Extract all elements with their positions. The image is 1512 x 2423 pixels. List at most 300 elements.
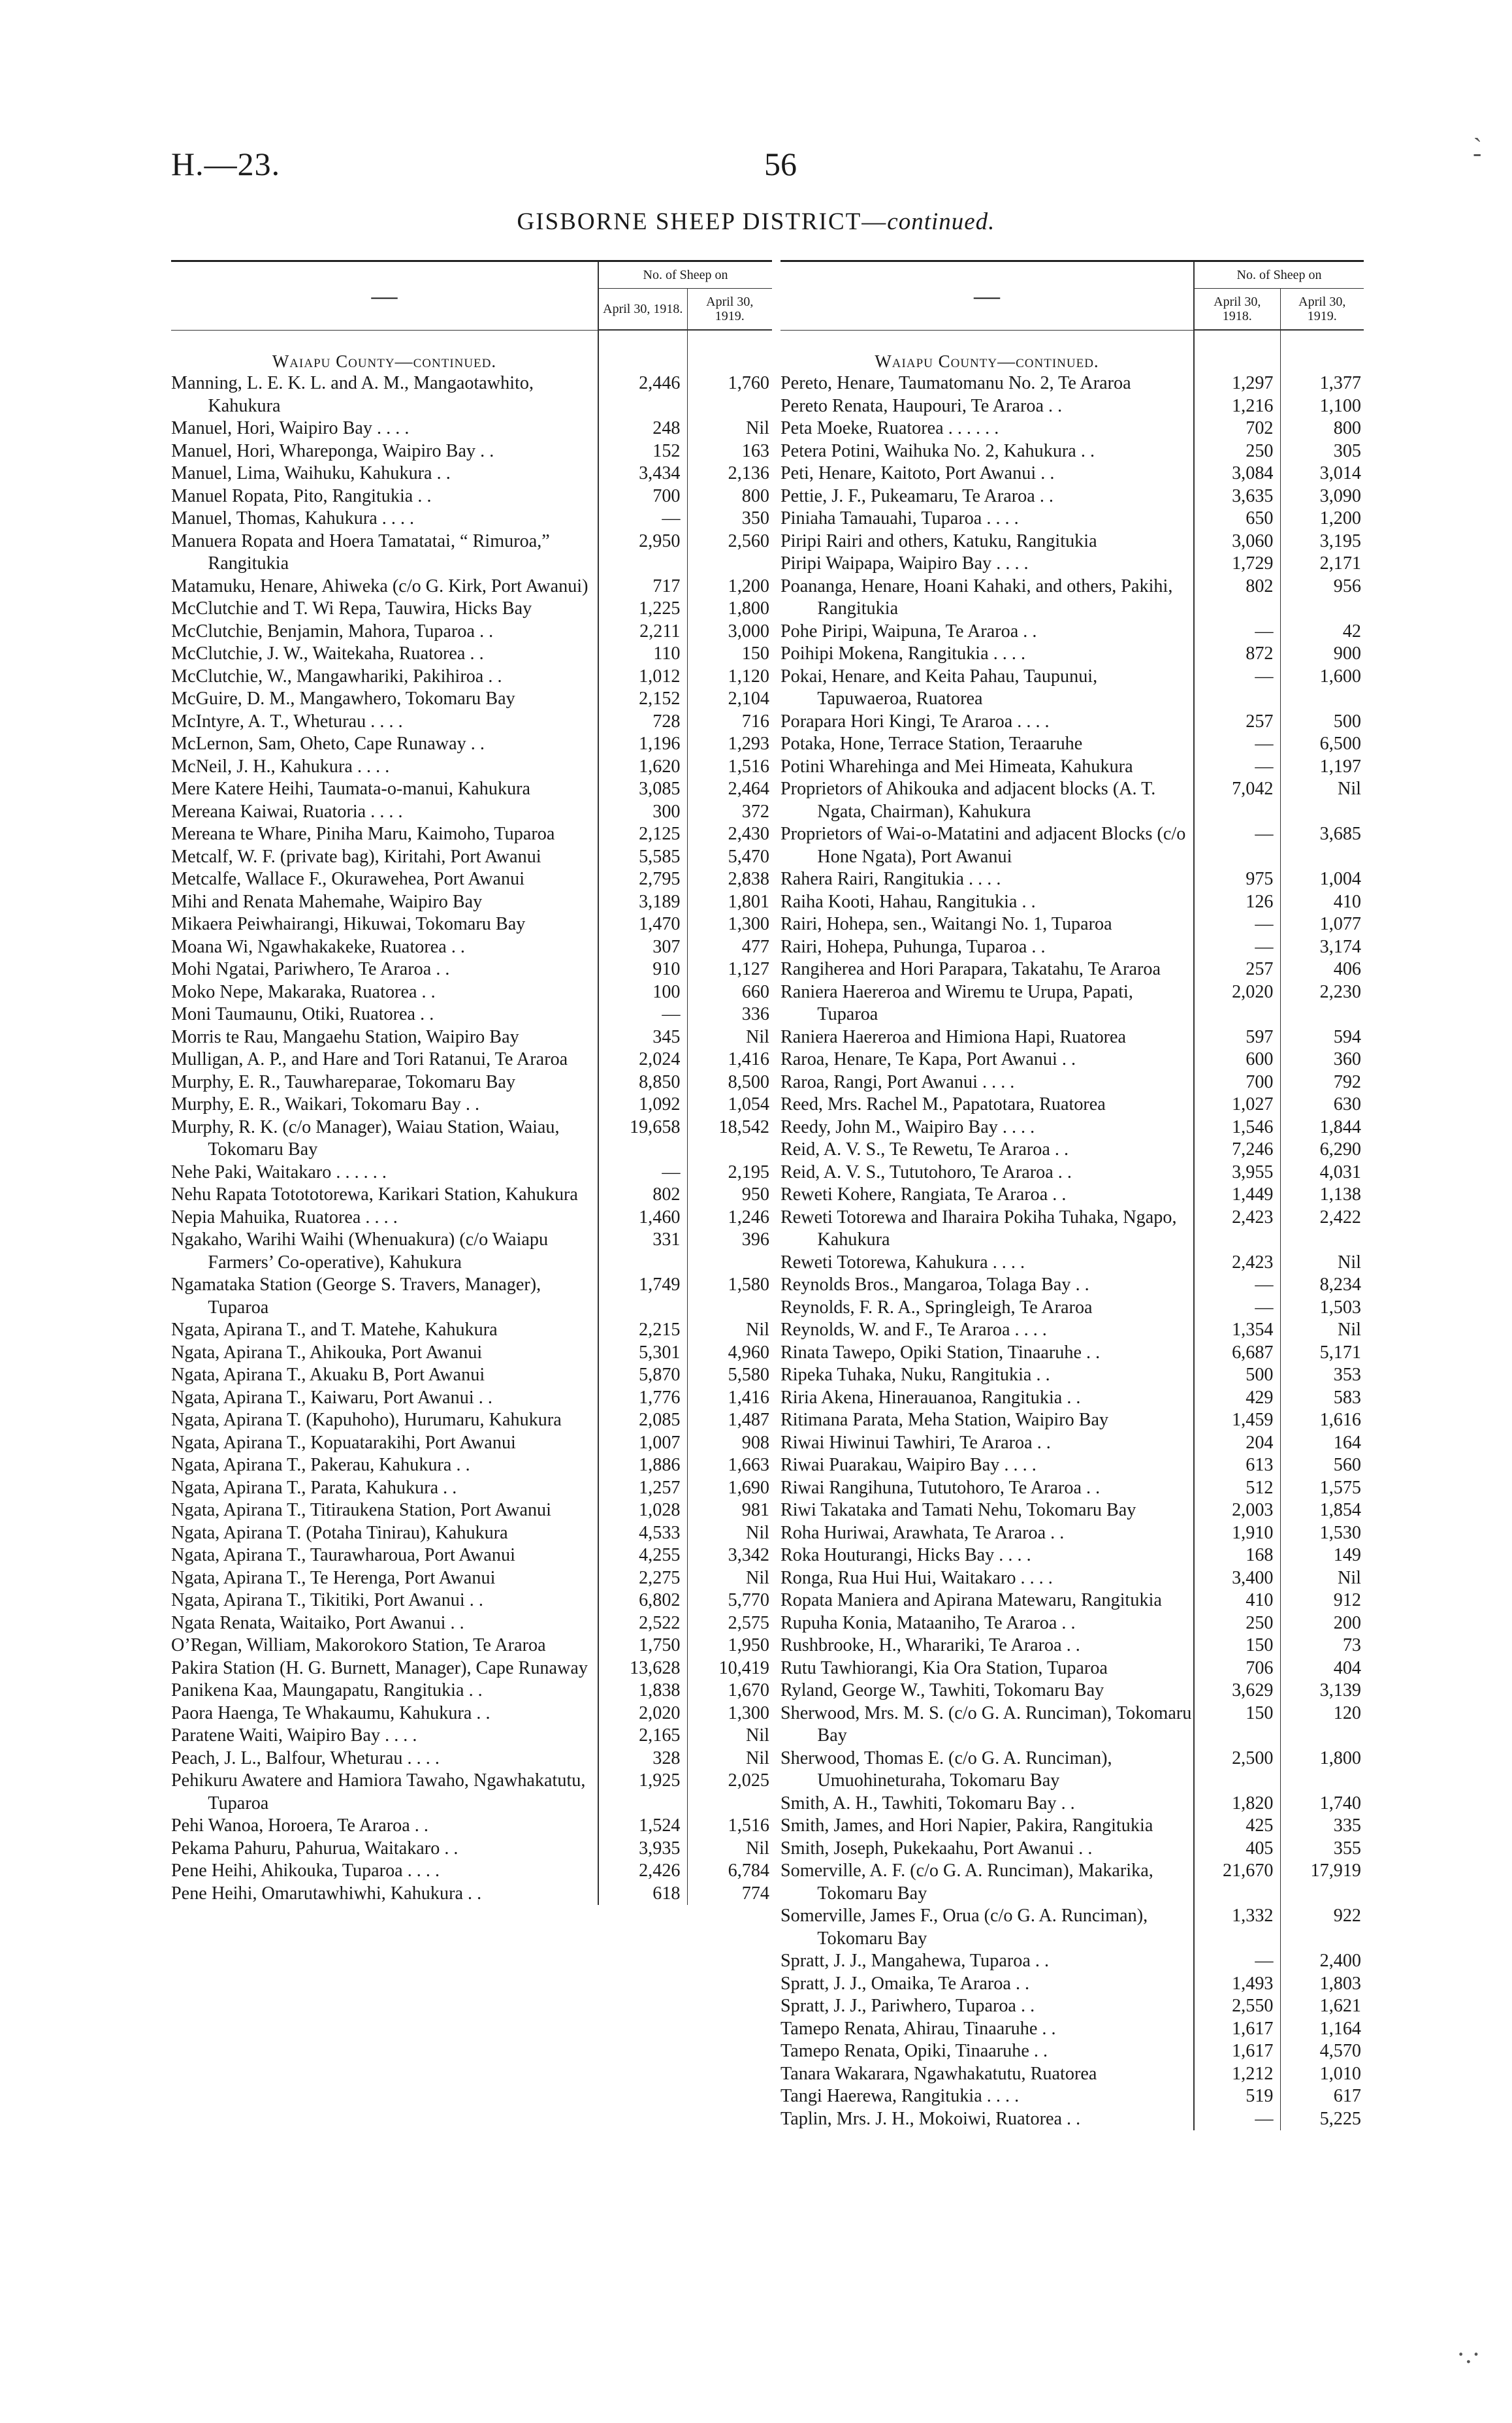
sheep-1918: — — [1194, 1950, 1280, 1973]
owner-name: Rushbrooke, H., Wharariki, Te Araroa . . — [780, 1634, 1194, 1657]
sheep-1919: Nil — [745, 1725, 770, 1746]
sheep-1919: 2,464 — [728, 779, 770, 799]
sheep-1919: 2,025 — [728, 1770, 770, 1791]
sheep-1919: 396 — [741, 1229, 770, 1250]
sheep-1918: 1,459 — [1194, 1409, 1280, 1432]
owner-name: Moko Nepe, Makaraka, Ruatorea . . — [171, 981, 598, 1004]
owner-name: Manuera Ropata and Hoera Tamatatai, “ Rimuroa,” Rangitukia — [171, 530, 598, 576]
sheep-1919: Nil — [745, 1748, 770, 1768]
owner-name: Tangi Haerewa, Rangitukia . . . . — [780, 2085, 1194, 2108]
sheep-1918: — — [1194, 1297, 1280, 1320]
owner-name: Ngata, Apirana T., Titiraukena Station, Port Awanui — [171, 1499, 598, 1522]
table-row — [780, 1319, 1364, 1342]
owner-name: Moana Wi, Ngawhakakeke, Ruatorea . . — [171, 936, 598, 959]
owner-name: Raniera Haereroa and Wiremu te Urupa, Papati, Tuparoa — [780, 981, 1194, 1026]
sheep-1919: 350 — [741, 508, 770, 529]
sheep-1918: 126 — [1194, 891, 1280, 914]
sheep-1919: 1,377 — [1319, 373, 1362, 393]
sheep-1919: 1,416 — [728, 1049, 770, 1069]
sheep-1918: 248 — [598, 417, 687, 440]
owner-name: Ngata, Apirana T., Parata, Kahukura . . — [171, 1477, 598, 1500]
sheep-1919: 149 — [1333, 1545, 1362, 1565]
sheep-1918: 1,297 — [1194, 372, 1280, 395]
sheep-1918: 13,628 — [598, 1657, 687, 1680]
owner-name: Spratt, J. J., Pariwhero, Tuparoa . . — [780, 1995, 1194, 2018]
sheep-1918: 975 — [1194, 868, 1280, 891]
owner-name: Manuel, Thomas, Kahukura . . . . — [171, 508, 598, 530]
table-row — [171, 733, 772, 756]
sheep-1918: 717 — [598, 576, 687, 598]
county-heading: Waiapu County—continued. — [780, 330, 1194, 372]
sheep-1918: 21,670 — [1194, 1860, 1280, 1905]
owner-name: Rangiherea and Hori Parapara, Takatahu, Te Araroa — [780, 958, 1194, 981]
owner-name: Pohe Piripi, Waipuna, Te Araroa . . — [780, 621, 1194, 643]
sheep-1919: Nil — [1337, 1252, 1362, 1273]
table-row — [780, 1702, 1364, 1748]
table-row — [780, 2040, 1364, 2063]
owner-name: Pene Heihi, Ahikouka, Tuparoa . . . . — [171, 1860, 598, 1883]
table-row — [171, 1003, 772, 1026]
table-row — [780, 936, 1364, 959]
owner-name: Mikaera Peiwhairangi, Hikuwai, Tokomaru Bay — [171, 913, 598, 936]
table-row — [780, 1657, 1364, 1680]
owner-name: Ngata, Apirana T., and T. Matehe, Kahukura — [171, 1319, 598, 1342]
sheep-1919: 594 — [1333, 1026, 1362, 1047]
table-row — [780, 508, 1364, 530]
owner-name: Reed, Mrs. Rachel M., Papatotara, Ruatorea — [780, 1094, 1194, 1116]
sheep-1919: Nil — [1337, 779, 1362, 799]
sheep-1919: 2,230 — [1319, 981, 1362, 1002]
sheep-1918: 2,215 — [598, 1319, 687, 1342]
owner-name: Ngata, Apirana T., Akuaku B, Port Awanui — [171, 1364, 598, 1387]
sheep-1918: 1,820 — [1194, 1793, 1280, 1815]
owner-name: Rahera Rairi, Rangitukia . . . . — [780, 868, 1194, 891]
table-row — [171, 1454, 772, 1477]
sheep-1919: 1,293 — [728, 734, 770, 754]
owner-name: Ritimana Parata, Meha Station, Waipiro Bay — [780, 1409, 1194, 1432]
table-row — [171, 1838, 772, 1861]
table-row — [780, 733, 1364, 756]
owner-name: Pehikuru Awatere and Hamiora Tawaho, Ngawhakatutu, Tuparoa — [171, 1770, 598, 1815]
header-dash: — — [780, 262, 1194, 330]
sheep-1918: 519 — [1194, 2085, 1280, 2108]
sheep-1919: 336 — [741, 1004, 770, 1024]
table-row — [780, 1477, 1364, 1500]
sheep-1919: 908 — [741, 1432, 770, 1453]
sheep-1918: 4,255 — [598, 1544, 687, 1567]
table-row — [171, 1567, 772, 1590]
owner-name: Raniera Haereroa and Himiona Hapi, Ruatorea — [780, 1026, 1194, 1049]
owner-name: Ngata, Apirana T., Pakerau, Kahukura . . — [171, 1454, 598, 1477]
owner-name: Roha Huriwai, Arawhata, Te Araroa . . — [780, 1522, 1194, 1545]
sheep-1918: 1,092 — [598, 1094, 687, 1116]
table-row — [780, 2108, 1364, 2131]
sheep-1919: 800 — [1333, 418, 1362, 438]
table-row — [171, 417, 772, 440]
table-row — [171, 823, 772, 846]
sheep-1918: 100 — [598, 981, 687, 1004]
sheep-1918: 328 — [598, 1748, 687, 1770]
table-row — [780, 1342, 1364, 1365]
table-row — [171, 1657, 772, 1680]
owner-name: Poananga, Henare, Hoani Kahaki, and others, Pakihi, Rangitukia — [780, 576, 1194, 621]
sheep-1918: 150 — [1194, 1634, 1280, 1657]
table-row — [780, 643, 1364, 666]
owner-name: Manuel Ropata, Pito, Rangitukia . . — [171, 485, 598, 508]
sheep-1919: 200 — [1333, 1612, 1362, 1633]
sheep-1919: 163 — [741, 440, 770, 461]
table-row — [171, 756, 772, 779]
table-row — [780, 1409, 1364, 1432]
table-row — [780, 823, 1364, 868]
table-row — [171, 801, 772, 824]
sheep-1918: 7,246 — [1194, 1139, 1280, 1162]
sheep-1919: 17,919 — [1310, 1861, 1362, 1881]
owner-name: Ngata Renata, Waitaiko, Port Awanui . . — [171, 1612, 598, 1635]
sheep-1919: 912 — [1333, 1590, 1362, 1610]
sheep-1919: 950 — [741, 1184, 770, 1205]
sheep-1918: 1,910 — [1194, 1522, 1280, 1545]
owner-name: Riria Akena, Hinerauanoa, Rangitukia . . — [780, 1387, 1194, 1410]
table-row — [171, 1522, 772, 1545]
owner-name: Peach, J. L., Balfour, Wheturau . . . . — [171, 1748, 598, 1770]
sheep-1919: 617 — [1333, 2086, 1362, 2106]
sheep-1918: 257 — [1194, 711, 1280, 734]
table-row — [780, 1026, 1364, 1049]
owner-name: Poihipi Mokena, Rangitukia . . . . — [780, 643, 1194, 666]
table-row — [780, 1612, 1364, 1635]
owner-name: Ronga, Rua Hui Hui, Waitakaro . . . . — [780, 1567, 1194, 1590]
owner-name: Pereto, Henare, Taumatomanu No. 2, Te Araroa — [780, 372, 1194, 395]
table-row — [171, 1409, 772, 1432]
table-row — [780, 463, 1364, 485]
table-row — [780, 958, 1364, 981]
sheep-1919: 1,004 — [1319, 869, 1362, 889]
sheep-1918: 5,585 — [598, 846, 687, 869]
sheep-1918: 2,020 — [598, 1702, 687, 1725]
sheep-1919: 1,127 — [728, 959, 770, 979]
table-row — [780, 756, 1364, 779]
sheep-1919: 900 — [1333, 643, 1362, 664]
page-reference: H.—23. — [171, 146, 281, 182]
table-row — [171, 576, 772, 598]
owner-name: Ngata, Apirana T. (Potaha Tinirau), Kahukura — [171, 1522, 598, 1545]
sheep-1918: 5,870 — [598, 1364, 687, 1387]
owner-name: Paora Haenga, Te Whakaumu, Kahukura . . — [171, 1702, 598, 1725]
owner-name: Metcalfe, Wallace F., Okurawehea, Port Awanui — [171, 868, 598, 891]
sheep-1919: 404 — [1333, 1657, 1362, 1678]
sheep-1918: 2,423 — [1194, 1207, 1280, 1252]
table-row — [171, 1544, 772, 1567]
owner-name: McClutchie and T. Wi Repa, Tauwira, Hicks Bay — [171, 598, 598, 621]
sheep-1918: 1,620 — [598, 756, 687, 779]
sheep-1919: 8,500 — [728, 1071, 770, 1092]
owner-name: Reynolds, F. R. A., Springleigh, Te Araroa — [780, 1297, 1194, 1320]
table-row — [171, 1883, 772, 1906]
sheep-1919: 1,616 — [1319, 1410, 1362, 1430]
sheep-1918: 802 — [1194, 576, 1280, 621]
owner-name: Raiha Kooti, Hahau, Rangitukia . . — [780, 891, 1194, 914]
sheep-1918: 872 — [1194, 643, 1280, 666]
sheep-1919: 5,171 — [1319, 1342, 1362, 1363]
sheep-1918: 3,635 — [1194, 485, 1280, 508]
sheep-1919: 1,503 — [1319, 1297, 1362, 1318]
sheep-1919: 3,342 — [728, 1545, 770, 1565]
owner-name: Pereto Renata, Haupouri, Te Araroa . . — [780, 395, 1194, 418]
header-1919: April 30, 1919. — [1280, 289, 1364, 331]
sheep-1919: 1,600 — [1319, 666, 1362, 687]
table-row — [780, 621, 1364, 643]
table-row — [171, 1116, 772, 1162]
sheep-1918: 2,211 — [598, 621, 687, 643]
sheep-1919: 18,542 — [718, 1116, 770, 1137]
sheep-1919: Nil — [1337, 1567, 1362, 1588]
sheep-1918: 3,400 — [1194, 1567, 1280, 1590]
table-row — [171, 1477, 772, 1500]
sheep-1919: 1,801 — [728, 891, 770, 912]
owner-name: Ngakaho, Warihi Waihi (Whenuakura) (c/o Waiapu Farmers’ Co-operative), Kahukura — [171, 1229, 598, 1274]
owner-name: Reweti Totorewa, Kahukura . . . . — [780, 1252, 1194, 1275]
table-row — [780, 2063, 1364, 2086]
sheep-1918: 1,354 — [1194, 1319, 1280, 1342]
table-row — [780, 1838, 1364, 1861]
sheep-1919: 73 — [1342, 1635, 1362, 1655]
sheep-1918: 152 — [598, 440, 687, 463]
owner-name: McLernon, Sam, Oheto, Cape Runaway . . — [171, 733, 598, 756]
owner-name: Ngata, Apirana T., Taurawharoua, Port Awanui — [171, 1544, 598, 1567]
sheep-1918: 728 — [598, 711, 687, 734]
sheep-1918: 618 — [598, 1883, 687, 1906]
sheep-1918: — — [1194, 823, 1280, 868]
sheep-1919: 360 — [1333, 1049, 1362, 1069]
sheep-1919: 560 — [1333, 1455, 1362, 1475]
table-row — [780, 1950, 1364, 1973]
sheep-1918: 168 — [1194, 1544, 1280, 1567]
table-row — [780, 1139, 1364, 1162]
table-row — [780, 1162, 1364, 1184]
owner-name: Proprietors of Wai-o-Matatini and adjacent Blocks (c/o Hone Ngata), Port Awanui — [780, 823, 1194, 868]
table-row — [171, 1815, 772, 1838]
owner-name: Moni Taumaunu, Otiki, Ruatorea . . — [171, 1003, 598, 1026]
owner-name: Spratt, J. J., Omaika, Te Araroa . . — [780, 1973, 1194, 1996]
table-row — [171, 1049, 772, 1071]
sheep-1919: Nil — [1337, 1320, 1362, 1340]
owner-name: Riwai Puarakau, Waipiro Bay . . . . — [780, 1454, 1194, 1477]
sheep-1918: 3,955 — [1194, 1162, 1280, 1184]
sheep-1919: 4,960 — [728, 1342, 770, 1363]
sheep-1919: 372 — [741, 801, 770, 822]
owner-name: Reynolds, W. and F., Te Araroa . . . . — [780, 1319, 1194, 1342]
sheep-1919: 1,300 — [728, 914, 770, 934]
sheep-1919: 3,685 — [1319, 824, 1362, 844]
sheep-1918: 1,028 — [598, 1499, 687, 1522]
table-row — [780, 1905, 1364, 1950]
owner-name: Tamepo Renata, Ahirau, Tinaaruhe . . — [780, 2018, 1194, 2041]
table-row — [171, 463, 772, 485]
owner-name: Petera Potini, Waihuka No. 2, Kahukura . . — [780, 440, 1194, 463]
sheep-1919: 1,300 — [728, 1702, 770, 1723]
sheep-1918: 250 — [1194, 1612, 1280, 1635]
table-row — [171, 1860, 772, 1883]
table-row — [780, 530, 1364, 553]
owner-name: Rairi, Hohepa, sen., Waitangi No. 1, Tuparoa — [780, 913, 1194, 936]
owner-name: Reweti Kohere, Rangiata, Te Araroa . . — [780, 1184, 1194, 1207]
table-row — [780, 1860, 1364, 1905]
table-row — [780, 1116, 1364, 1139]
owner-name: Manuel, Hori, Wharepongа, Waipiro Bay . . — [171, 440, 598, 463]
sheep-1918: — — [1194, 756, 1280, 779]
sheep-1918: 2,423 — [1194, 1252, 1280, 1275]
sheep-1918: 702 — [1194, 417, 1280, 440]
sheep-1919: Nil — [745, 1838, 770, 1859]
sheep-1918: 2,500 — [1194, 1748, 1280, 1793]
sheep-1918: 4,533 — [598, 1522, 687, 1545]
owner-name: Pekama Pahuru, Pahurua, Waitakaro . . — [171, 1838, 598, 1861]
title-main: GISBORNE SHEEP DISTRICT— — [517, 208, 888, 235]
owner-name: Rupuha Konia, Mataaniho, Te Araroa . . — [780, 1612, 1194, 1635]
owner-name: Panikena Kaa, Maungapatu, Rangitukia . . — [171, 1680, 598, 1702]
owner-name: Nepia Mahuika, Ruatorea . . . . — [171, 1207, 598, 1229]
sheep-1919: 10,419 — [718, 1657, 770, 1678]
sheep-1918: 300 — [598, 801, 687, 824]
sheep-1919: 1,200 — [728, 576, 770, 596]
sheep-1919: 2,575 — [728, 1612, 770, 1633]
owner-name: Proprietors of Ahikouka and adjacent blocks (A. T. Ngata, Chairman), Kahukura — [780, 778, 1194, 823]
owner-name: Piripi Waipapa, Waipiro Bay . . . . — [780, 553, 1194, 576]
owner-name: Ngamataka Station (George S. Travers, Manager), Tuparoa — [171, 1274, 598, 1319]
table-row — [780, 1589, 1364, 1612]
table-row — [780, 553, 1364, 576]
sheep-1918: — — [1194, 1274, 1280, 1297]
owner-name: McClutchie, J. W., Waitekaha, Ruatorea . . — [171, 643, 598, 666]
sheep-1918: 150 — [1194, 1702, 1280, 1748]
header-group: No. of Sheep on — [598, 262, 772, 289]
sheep-1919: Nil — [745, 418, 770, 438]
sheep-1919: 1,164 — [1319, 2018, 1362, 2039]
header-group: No. of Sheep on — [1194, 262, 1364, 289]
owner-name: Raroa, Rangi, Port Awanui . . . . — [780, 1071, 1194, 1094]
sheep-1918: 2,165 — [598, 1725, 687, 1748]
sheep-1919: 1,950 — [728, 1635, 770, 1655]
owner-name: Murphy, E. R., Waikari, Tokomaru Bay . . — [171, 1094, 598, 1116]
left-table — [171, 260, 772, 1905]
table-row — [780, 1049, 1364, 1071]
sheep-1919: 2,400 — [1319, 1951, 1362, 1971]
sheep-1919: 406 — [1333, 959, 1362, 979]
sheep-1919: 716 — [741, 711, 770, 732]
table-row — [171, 1589, 772, 1612]
owner-name: Pokai, Henare, and Keita Pahau, Taupunui, Tapuwaeroa, Ruatorea — [780, 666, 1194, 711]
sheep-1918: 650 — [1194, 508, 1280, 530]
owner-name: Pehi Wanoa, Horoera, Te Araroa . . — [171, 1815, 598, 1838]
owner-name: Ropata Maniera and Apirana Matewaru, Rangitukia — [780, 1589, 1194, 1612]
table-row — [171, 936, 772, 959]
owner-name: Ngata, Apirana T., Te Herenga, Port Awanui — [171, 1567, 598, 1590]
owner-name: Roka Houturangi, Hicks Bay . . . . — [780, 1544, 1194, 1567]
sheep-1918: — — [1194, 733, 1280, 756]
table-row — [171, 891, 772, 914]
sheep-1918: 1,460 — [598, 1207, 687, 1229]
sheep-1918: 1,749 — [598, 1274, 687, 1319]
table-row — [780, 1364, 1364, 1387]
table-row — [171, 778, 772, 801]
owner-name: Smith, James, and Hori Napier, Pakira, Rangitukia — [780, 1815, 1194, 1838]
owner-name: Piripi Rairi and others, Katuku, Rangitukia — [780, 530, 1194, 553]
sheep-1919: Nil — [745, 1026, 770, 1047]
margin-mark: -̀ — [1473, 138, 1482, 167]
sheep-1918: 1,212 — [1194, 2063, 1280, 2086]
sheep-1918: 2,275 — [598, 1567, 687, 1590]
owner-name: Morris te Rau, Mangaehu Station, Waipiro Bay — [171, 1026, 598, 1049]
table-row — [780, 1815, 1364, 1838]
sheep-1918: 1,546 — [1194, 1116, 1280, 1139]
sheep-1918: 204 — [1194, 1432, 1280, 1455]
sheep-1918: 331 — [598, 1229, 687, 1274]
table-row — [171, 1071, 772, 1094]
sheep-1918: 1,216 — [1194, 395, 1280, 418]
sheep-1918: 257 — [1194, 958, 1280, 981]
sheep-1919: 1,670 — [728, 1680, 770, 1700]
sheep-1918: 1,750 — [598, 1634, 687, 1657]
sheep-1918: 2,446 — [598, 372, 687, 417]
sheep-1919: 1,575 — [1319, 1477, 1362, 1498]
owner-name: Somerville, James F., Orua (c/o G. A. Runciman), Tokomaru Bay — [780, 1905, 1194, 1950]
sheep-1918: — — [1194, 2108, 1280, 2131]
sheep-1918: 1,776 — [598, 1387, 687, 1410]
sheep-1918: 1,012 — [598, 666, 687, 689]
sheep-1918: 597 — [1194, 1026, 1280, 1049]
table-row — [780, 1274, 1364, 1297]
table-row — [171, 1387, 772, 1410]
table-row — [171, 1770, 772, 1815]
sheep-1918: 1,257 — [598, 1477, 687, 1500]
owner-name: McGuire, D. M., Mangawhero, Tokomaru Bay — [171, 688, 598, 711]
sheep-1918: 19,658 — [598, 1116, 687, 1162]
table-row — [780, 440, 1364, 463]
table-row — [780, 1454, 1364, 1477]
sheep-1918: 3,935 — [598, 1838, 687, 1861]
table-row — [171, 598, 772, 621]
sheep-1919: 6,500 — [1319, 734, 1362, 754]
owner-name: Mereana Kaiwai, Ruatoria . . . . — [171, 801, 598, 824]
owner-name: Sherwood, Mrs. M. S. (c/o G. A. Runciman), Tokomaru Bay — [780, 1702, 1194, 1748]
owner-name: Manning, L. E. K. L. and A. M., Mangaotawhito, Kahukura — [171, 372, 598, 417]
sheep-1918: 6,687 — [1194, 1342, 1280, 1365]
table-row — [780, 868, 1364, 891]
owner-name: Tamepo Renata, Opiki, Tinaaruhe . . — [780, 2040, 1194, 2063]
table-row — [780, 395, 1364, 418]
owner-name: Somerville, A. F. (c/o G. A. Runciman), Makarika, Tokomaru Bay — [780, 1860, 1194, 1905]
owner-name: Paratene Waiti, Waipiro Bay . . . . — [171, 1725, 598, 1748]
right-table — [780, 260, 1364, 2130]
owner-name: Manuel, Lima, Waihuku, Kahukura . . — [171, 463, 598, 485]
table-row — [171, 1319, 772, 1342]
owner-name: Tanara Wakarara, Ngawhakatutu, Ruatorea — [780, 2063, 1194, 2086]
sheep-1918: 1,225 — [598, 598, 687, 621]
sheep-1918: 1,007 — [598, 1432, 687, 1455]
sheep-1919: 3,195 — [1319, 530, 1362, 551]
sheep-1919: 1,246 — [728, 1207, 770, 1228]
sheep-1918: 700 — [1194, 1071, 1280, 1094]
sheep-1918: 250 — [1194, 440, 1280, 463]
table-row — [171, 643, 772, 666]
sheep-1919: 1,530 — [1319, 1522, 1362, 1543]
sheep-1919: 1,800 — [1319, 1748, 1362, 1768]
owner-name: Peti, Henare, Kaitoto, Port Awanui . . — [780, 463, 1194, 485]
sheep-1919: 5,225 — [1319, 2108, 1362, 2129]
table-row — [780, 1748, 1364, 1793]
sheep-1918: 3,434 — [598, 463, 687, 485]
